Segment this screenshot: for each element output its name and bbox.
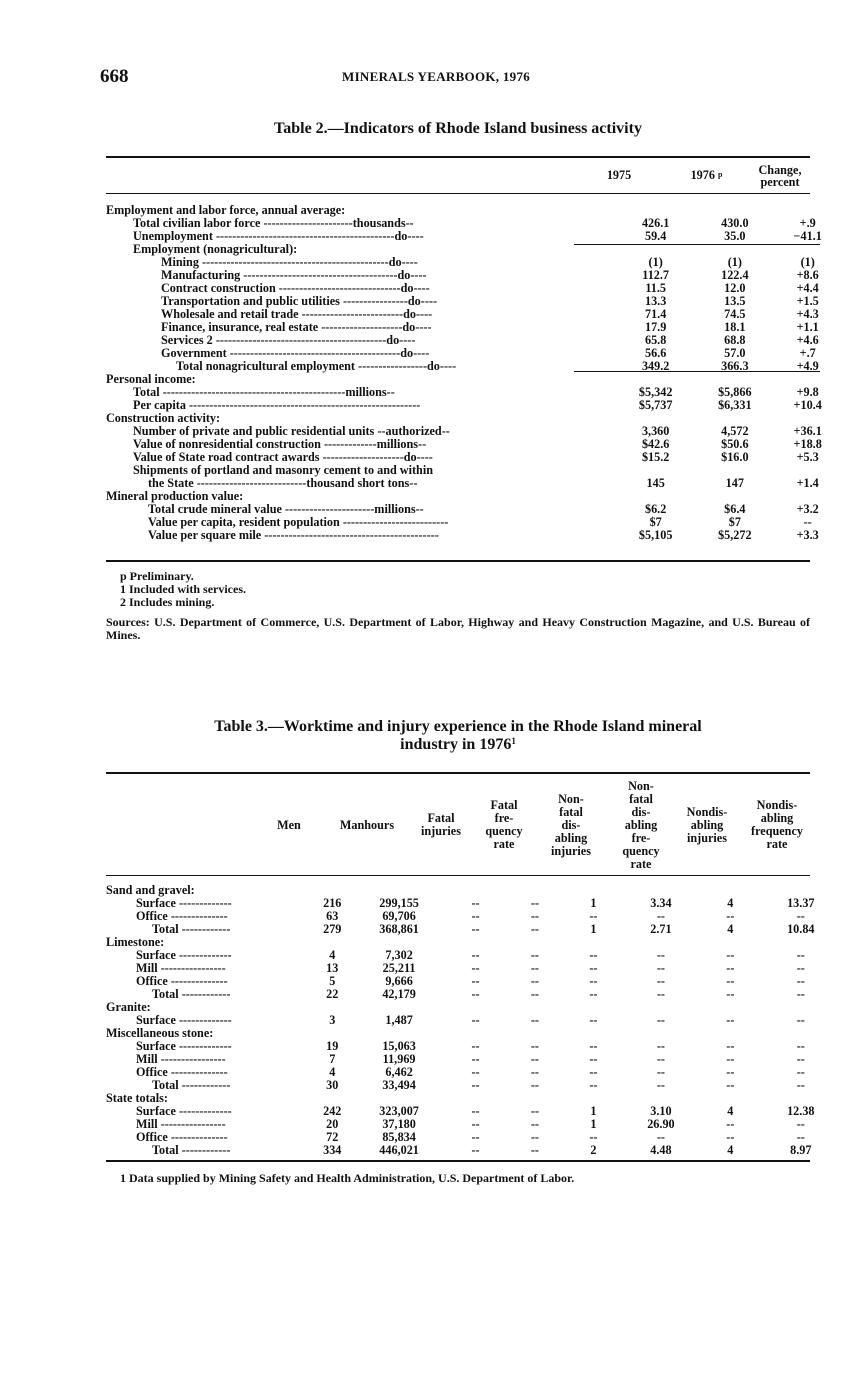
table3-cell: -- bbox=[656, 1052, 665, 1066]
table3-cell: 334 bbox=[323, 1143, 342, 1157]
table3-cell: 7 bbox=[329, 1052, 336, 1066]
table3-cell: 1 bbox=[590, 1117, 597, 1131]
table3-cell: -- bbox=[530, 948, 539, 962]
table3-cell: -- bbox=[589, 1065, 598, 1079]
table2-cell-v2: $5,272 bbox=[718, 528, 752, 542]
table2-cell-v1: 349.2 bbox=[641, 359, 670, 373]
table2-row-label: Value of nonresidential construction -------------millions-- bbox=[133, 437, 427, 451]
table2-cell-v3: +3.3 bbox=[796, 528, 819, 542]
table2-cell-v1: 145 bbox=[646, 476, 665, 490]
table3-cell: -- bbox=[796, 1039, 805, 1053]
table3-row-label: Limestone: bbox=[106, 935, 165, 949]
table3-cell: -- bbox=[656, 1013, 665, 1027]
table2-cell-v3: +4.3 bbox=[796, 307, 819, 321]
table2-row-label: Value per square mile ------------------------------------------- bbox=[148, 528, 439, 542]
table3-cell: -- bbox=[726, 1130, 735, 1144]
table3-cell: -- bbox=[796, 948, 805, 962]
table2-cell-v1: $42.6 bbox=[641, 437, 670, 451]
table2-caption: Table 2.—Indicators of Rhode Island business activity bbox=[274, 120, 642, 137]
table2-cell-v1: (1) bbox=[648, 255, 663, 269]
table2-cell-v1: 426.1 bbox=[641, 216, 670, 230]
table3-cell: -- bbox=[471, 961, 480, 975]
table2-header-1975: 1975 bbox=[606, 168, 632, 182]
table3-row-label: Total ------------ bbox=[152, 987, 231, 1001]
table3-cell: 85,834 bbox=[382, 1130, 416, 1144]
table3-cell: -- bbox=[589, 987, 598, 1001]
table2-cell-v3: +4.6 bbox=[796, 333, 819, 347]
table3-cell: -- bbox=[471, 922, 480, 936]
table2-cell-v3: +4.9 bbox=[796, 359, 819, 373]
table3-row-label: Mill ---------------- bbox=[136, 961, 226, 975]
table3-cell: -- bbox=[796, 1065, 805, 1079]
table2-cell-v2: 74.5 bbox=[724, 307, 746, 321]
table3-cell: -- bbox=[796, 1117, 805, 1131]
table2-notes: p Preliminary. 1 Included with services. 2 Includes mining. bbox=[120, 569, 246, 609]
table3-cell: -- bbox=[530, 987, 539, 1001]
table3-cell: -- bbox=[589, 1130, 598, 1144]
table3-cell: 9,666 bbox=[385, 974, 413, 988]
table3-cell: 1 bbox=[590, 922, 597, 936]
table2-cell-v3: -- bbox=[803, 515, 812, 529]
table2-cell-v2: 122.4 bbox=[721, 268, 749, 282]
table3-cell: -- bbox=[656, 1065, 665, 1079]
table3-cell: -- bbox=[726, 987, 735, 1001]
table3-cell: -- bbox=[726, 948, 735, 962]
table3-cell: -- bbox=[530, 896, 539, 910]
table3-cell: 69,706 bbox=[382, 909, 416, 923]
table3-cell: 12.38 bbox=[787, 1104, 815, 1118]
table3-cell: 4 bbox=[727, 922, 734, 936]
table2-cell-v1: 71.4 bbox=[644, 307, 667, 321]
table2-cell-v2: $7 bbox=[728, 515, 741, 529]
table2-row-label: Mining ----------------------------------------------do---- bbox=[161, 255, 418, 269]
table2-cell-v1: $5,342 bbox=[638, 385, 673, 399]
table3-cell: 10.84 bbox=[787, 922, 815, 936]
table3-cell: 1 bbox=[590, 896, 597, 910]
table3-cell: 15,063 bbox=[382, 1039, 416, 1053]
table3-header-col-0: Men bbox=[277, 818, 301, 832]
table2-bottom-rule bbox=[106, 560, 810, 562]
table3-cell: 42,179 bbox=[382, 987, 416, 1001]
table2-cell-v2: $6.4 bbox=[724, 502, 746, 516]
table3-row-label: Surface ------------- bbox=[136, 1013, 232, 1027]
table3-cell: 4 bbox=[727, 1143, 734, 1157]
table3-cell: -- bbox=[471, 1052, 480, 1066]
table2-row-label: Total nonagricultural employment -----------------do---- bbox=[176, 359, 457, 373]
table2-cell-v1: 17.9 bbox=[644, 320, 667, 334]
table3-cell: -- bbox=[530, 1065, 539, 1079]
table2-cell-v2: 57.0 bbox=[724, 346, 746, 360]
table3-cell: 3.34 bbox=[650, 896, 672, 910]
table2-cell-v2: 366.3 bbox=[721, 359, 749, 373]
table3-cell: -- bbox=[471, 1130, 480, 1144]
table3-row-label: Total ------------ bbox=[152, 1143, 231, 1157]
table3-cell: 299,155 bbox=[379, 896, 419, 910]
table2-row-label: Mineral production value: bbox=[106, 489, 244, 503]
table2-cell-v2: 430.0 bbox=[721, 216, 749, 230]
table3-cell: -- bbox=[796, 961, 805, 975]
table3-cell: -- bbox=[471, 1104, 480, 1118]
table2-sources: Sources: U.S. Department of Commerce, U.S. Department of Labor, Highway and Heavy Construction Magazine, and U.S. Bureau of Mines. bbox=[106, 615, 810, 642]
table3-cell: 11,969 bbox=[382, 1052, 416, 1066]
table3-row-label: Office -------------- bbox=[136, 1065, 228, 1079]
table2-cell-v3: +.9 bbox=[799, 216, 816, 230]
table3-cell: -- bbox=[530, 974, 539, 988]
table3-cell: -- bbox=[589, 948, 598, 962]
table2-cell-v1: 13.3 bbox=[644, 294, 667, 308]
table2-row-label: Shipments of portland and masonry cement to and within bbox=[133, 463, 433, 477]
table3-cell: 446,021 bbox=[379, 1143, 419, 1157]
table2-cell-v1: $6.2 bbox=[644, 502, 667, 516]
table3-cell: 242 bbox=[323, 1104, 342, 1118]
table3-cell: 216 bbox=[323, 896, 342, 910]
table3-top-rule bbox=[106, 772, 810, 774]
table3-cell: -- bbox=[589, 1039, 598, 1053]
table2-cell-v1: $15.2 bbox=[641, 450, 670, 464]
table3-header-col-5: Non- fatal dis- abling fre- quency rate bbox=[622, 779, 660, 871]
table3-cell: -- bbox=[589, 961, 598, 975]
table2-top-rule bbox=[106, 156, 810, 158]
table2-cell-v2: 68.8 bbox=[724, 333, 746, 347]
table2-cell-v2: 147 bbox=[725, 476, 744, 490]
table3-row bbox=[106, 923, 842, 936]
table2-row-label: Value per capita, resident population -------------------------- bbox=[148, 515, 449, 529]
table2-header-1976: 1976 $^p$ bbox=[690, 168, 723, 182]
table3-cell: 5 bbox=[329, 974, 336, 988]
table3-cell: 4 bbox=[329, 1065, 336, 1079]
table3-caption: Table 3.—Worktime and injury experience in the Rhode Island mineral industry in 1976$^1$ bbox=[214, 718, 702, 753]
table2-row bbox=[106, 529, 842, 542]
table2-row-label: Total crude mineral value ----------------------millions-- bbox=[148, 502, 424, 516]
table2-row-label: Total civilian labor force ----------------------thousands-- bbox=[133, 216, 414, 230]
table3-row bbox=[106, 1014, 842, 1027]
table3-cell: -- bbox=[656, 961, 665, 975]
table3-header-col-7: Nondis- abling frequency rate bbox=[751, 798, 803, 851]
table3-cell: 4.48 bbox=[650, 1143, 672, 1157]
table2-cell-v1: 59.4 bbox=[644, 229, 667, 243]
table3-cell: -- bbox=[471, 1078, 480, 1092]
table2-cell-v3: +9.8 bbox=[796, 385, 819, 399]
table3-cell: -- bbox=[471, 1013, 480, 1027]
table2-cell-v1: 3,360 bbox=[641, 424, 670, 438]
table3-cell: -- bbox=[530, 1143, 539, 1157]
table3-cell: -- bbox=[530, 1013, 539, 1027]
table3-cell: 63 bbox=[326, 909, 339, 923]
table2-row-label: Number of private and public residential units --authorized-- bbox=[133, 424, 450, 438]
table2-row-label: Government ------------------------------------------do---- bbox=[161, 346, 430, 360]
table3-cell: -- bbox=[726, 1039, 735, 1053]
table3-cell: -- bbox=[589, 909, 598, 923]
table2-cell-v3: +.7 bbox=[799, 346, 816, 360]
table3-cell: 26.90 bbox=[647, 1117, 675, 1131]
table3-cell: 4 bbox=[329, 948, 336, 962]
table3-cell: -- bbox=[530, 909, 539, 923]
table3-cell: -- bbox=[656, 948, 665, 962]
table3-row-label: State totals: bbox=[106, 1091, 168, 1105]
table3-cell: 279 bbox=[323, 922, 342, 936]
table3-cell: -- bbox=[471, 1065, 480, 1079]
page-number: 668 bbox=[100, 66, 129, 87]
table3-cell: -- bbox=[589, 1078, 598, 1092]
table3-cell: 2.71 bbox=[650, 922, 672, 936]
table2-header-change: Change, percent bbox=[758, 163, 802, 189]
table2-row-label: Personal income: bbox=[106, 372, 196, 386]
table2-cell-v3: +18.8 bbox=[793, 437, 822, 451]
table2-cell-v2: 12.0 bbox=[724, 281, 746, 295]
table2-cell-v1: $7 bbox=[649, 515, 662, 529]
table3-cell: -- bbox=[796, 1130, 805, 1144]
table2-cell-v2: 13.5 bbox=[724, 294, 746, 308]
table2-rule-total bbox=[574, 371, 820, 372]
table3-row-label: Mill ---------------- bbox=[136, 1052, 226, 1066]
table3-cell: -- bbox=[726, 1065, 735, 1079]
table3-footnote: 1 Data supplied by Mining Safety and Health Administration, U.S. Department of Labor. bbox=[120, 1171, 575, 1185]
table2-cell-v2: (1) bbox=[727, 255, 742, 269]
table2-cell-v1: $5,737 bbox=[638, 398, 673, 412]
table3-cell: 20 bbox=[326, 1117, 339, 1131]
table2-rule-unemp bbox=[574, 244, 820, 245]
table3-cell: -- bbox=[530, 1078, 539, 1092]
table2-row-label: the State ---------------------------thousand short tons-- bbox=[148, 476, 418, 490]
table3-cell: 33,494 bbox=[382, 1078, 416, 1092]
table3-cell: -- bbox=[471, 896, 480, 910]
table3-row-label: Surface ------------- bbox=[136, 948, 232, 962]
table2-header-rule bbox=[106, 193, 810, 194]
table2-cell-v2: $5,866 bbox=[718, 385, 752, 399]
table3-cell: 6,462 bbox=[385, 1065, 413, 1079]
table3-cell: -- bbox=[796, 1013, 805, 1027]
table3 bbox=[106, 884, 842, 1157]
table3-cell: 72 bbox=[326, 1130, 339, 1144]
table3-cell: -- bbox=[796, 974, 805, 988]
table3-cell: 323,007 bbox=[379, 1104, 419, 1118]
table3-row-label: Surface ------------- bbox=[136, 1104, 232, 1118]
table3-row bbox=[106, 1144, 842, 1157]
table3-cell: 19 bbox=[326, 1039, 339, 1053]
table3-cell: 25,211 bbox=[382, 961, 416, 975]
table3-cell: 368,861 bbox=[379, 922, 419, 936]
table2-cell-v3: +4.4 bbox=[796, 281, 819, 295]
table2-cell-v3: +8.6 bbox=[796, 268, 819, 282]
table2-cell-v3: +5.3 bbox=[796, 450, 819, 464]
table3-cell: -- bbox=[796, 909, 805, 923]
table3-row-label: Sand and gravel: bbox=[106, 883, 195, 897]
table3-cell: -- bbox=[471, 948, 480, 962]
table3-row-label: Office -------------- bbox=[136, 909, 228, 923]
table3-cell: -- bbox=[589, 1013, 598, 1027]
table3-cell: -- bbox=[656, 1078, 665, 1092]
table2-row-label: Contract construction ------------------------------do---- bbox=[161, 281, 430, 295]
table3-cell: -- bbox=[530, 1130, 539, 1144]
table3-row-label: Surface ------------- bbox=[136, 1039, 232, 1053]
table3-cell: 3 bbox=[329, 1013, 336, 1027]
table3-cell: -- bbox=[530, 1104, 539, 1118]
table2-cell-v1: 56.6 bbox=[644, 346, 667, 360]
table3-cell: -- bbox=[471, 1117, 480, 1131]
table3-row-label: Office -------------- bbox=[136, 1130, 228, 1144]
table3-header-col-4: Non- fatal dis- abling injuries bbox=[551, 792, 591, 858]
table2-row-label: Transportation and public utilities ----------------do---- bbox=[161, 294, 437, 308]
table3-cell: -- bbox=[471, 1143, 480, 1157]
running-head: MINERALS YEARBOOK, 1976 bbox=[342, 69, 531, 84]
table3-cell: -- bbox=[656, 987, 665, 1001]
table2-row-label: Services 2 ------------------------------------------do---- bbox=[161, 333, 416, 347]
table3-header-rule bbox=[106, 875, 810, 876]
table3-cell: 4 bbox=[727, 1104, 734, 1118]
table2-cell-v1: 112.7 bbox=[642, 268, 670, 282]
table2-cell-v3: +1.1 bbox=[796, 320, 819, 334]
table3-cell: -- bbox=[471, 974, 480, 988]
table3-cell: -- bbox=[656, 1039, 665, 1053]
table2-cell-v2: 18.1 bbox=[724, 320, 746, 334]
table3-cell: 22 bbox=[326, 987, 339, 1001]
table3-bottom-rule bbox=[106, 1160, 810, 1162]
table3-cell: -- bbox=[726, 1013, 735, 1027]
table2-row-label: Manufacturing --------------------------------------do---- bbox=[161, 268, 427, 282]
table2-cell-v2: 35.0 bbox=[724, 229, 746, 243]
table3-header-col-3: Fatal fre- quency rate bbox=[485, 798, 523, 851]
table2-cell-v1: $5,105 bbox=[638, 528, 673, 542]
table3-cell: 4 bbox=[727, 896, 734, 910]
table2-row-label: Finance, insurance, real estate --------------------do---- bbox=[161, 320, 432, 334]
table2-cell-v1: 11.5 bbox=[645, 281, 666, 295]
table3-cell: -- bbox=[471, 1039, 480, 1053]
table2-row-label: Total ---------------------------------------------millions-- bbox=[133, 385, 395, 399]
table3-cell: -- bbox=[726, 1052, 735, 1066]
table3-row-label: Total ------------ bbox=[152, 1078, 231, 1092]
table3-cell: -- bbox=[796, 987, 805, 1001]
table2-cell-v3: +1.4 bbox=[796, 476, 819, 490]
table3-cell: -- bbox=[530, 961, 539, 975]
table3-cell: -- bbox=[656, 1130, 665, 1144]
table3-cell: 1 bbox=[590, 1104, 597, 1118]
table2-row-label: Wholesale and retail trade -------------------------do---- bbox=[161, 307, 433, 321]
table2-cell-v3: +36.1 bbox=[793, 424, 822, 438]
table3-cell: -- bbox=[726, 974, 735, 988]
table3-row-label: Total ------------ bbox=[152, 922, 231, 936]
table2-cell-v3: +10.4 bbox=[793, 398, 822, 412]
table2-row-label: Value of State road contract awards --------------------do---- bbox=[133, 450, 433, 464]
table2-row-label: Employment (nonagricultural): bbox=[133, 242, 298, 256]
table2 bbox=[106, 204, 842, 542]
table3-cell: 2 bbox=[590, 1143, 597, 1157]
table3-cell: -- bbox=[796, 1052, 805, 1066]
table2-cell-v1: 65.8 bbox=[644, 333, 667, 347]
table3-row bbox=[106, 1079, 842, 1092]
table3-cell: -- bbox=[530, 1039, 539, 1053]
table3-cell: -- bbox=[656, 909, 665, 923]
table3-cell: 8.97 bbox=[790, 1143, 812, 1157]
table3-cell: -- bbox=[589, 1052, 598, 1066]
table3-header-col-1: Manhours bbox=[339, 818, 395, 832]
table3-cell: -- bbox=[656, 974, 665, 988]
table3-cell: -- bbox=[589, 974, 598, 988]
table2-cell-v2: 4,572 bbox=[721, 424, 749, 438]
table3-cell: -- bbox=[530, 922, 539, 936]
table3-cell: -- bbox=[471, 987, 480, 1001]
table2-cell-v3: (1) bbox=[800, 255, 815, 269]
table3-row-label: Granite: bbox=[106, 1000, 151, 1014]
table3-cell: 37,180 bbox=[382, 1117, 416, 1131]
table3-cell: 30 bbox=[326, 1078, 339, 1092]
table3-cell: -- bbox=[726, 1117, 735, 1131]
table2-cell-v3: +1.5 bbox=[796, 294, 819, 308]
table3-cell: -- bbox=[530, 1117, 539, 1131]
table3-row-label: Miscellaneous stone: bbox=[106, 1026, 214, 1040]
table3-cell: 13.37 bbox=[787, 896, 815, 910]
table3-row-label: Mill ---------------- bbox=[136, 1117, 226, 1131]
table3-cell: -- bbox=[796, 1078, 805, 1092]
table2-cell-v3: −41.1 bbox=[793, 229, 822, 243]
table3-cell: -- bbox=[471, 909, 480, 923]
table2-row-label: Unemployment --------------------------------------------do---- bbox=[133, 229, 424, 243]
table2-cell-v2: $16.0 bbox=[721, 450, 749, 464]
table2-cell-v3: +3.2 bbox=[796, 502, 819, 516]
table2-row-label: Employment and labor force, annual average: bbox=[106, 203, 346, 217]
table3-cell: 13 bbox=[326, 961, 339, 975]
table3-row-label: Surface ------------- bbox=[136, 896, 232, 910]
table3-row bbox=[106, 988, 842, 1001]
table3-header-col-6: Nondis- abling injuries bbox=[686, 805, 728, 845]
table3-cell: -- bbox=[530, 1052, 539, 1066]
table3-cell: -- bbox=[726, 1078, 735, 1092]
table2-row-label: Construction activity: bbox=[106, 411, 221, 425]
table3-cell: 7,302 bbox=[385, 948, 413, 962]
table3-cell: -- bbox=[726, 909, 735, 923]
table2-cell-v2: $50.6 bbox=[721, 437, 749, 451]
table3-row-label: Office -------------- bbox=[136, 974, 228, 988]
table3-cell: 1,487 bbox=[385, 1013, 413, 1027]
table2-row-label: Per capita --------------------------------------------------------- bbox=[133, 398, 421, 412]
table3-cell: -- bbox=[726, 961, 735, 975]
table2-cell-v2: $6,331 bbox=[718, 398, 752, 412]
table3-header-col-2: Fatal injuries bbox=[421, 811, 461, 838]
table3-cell: 3.10 bbox=[650, 1104, 672, 1118]
